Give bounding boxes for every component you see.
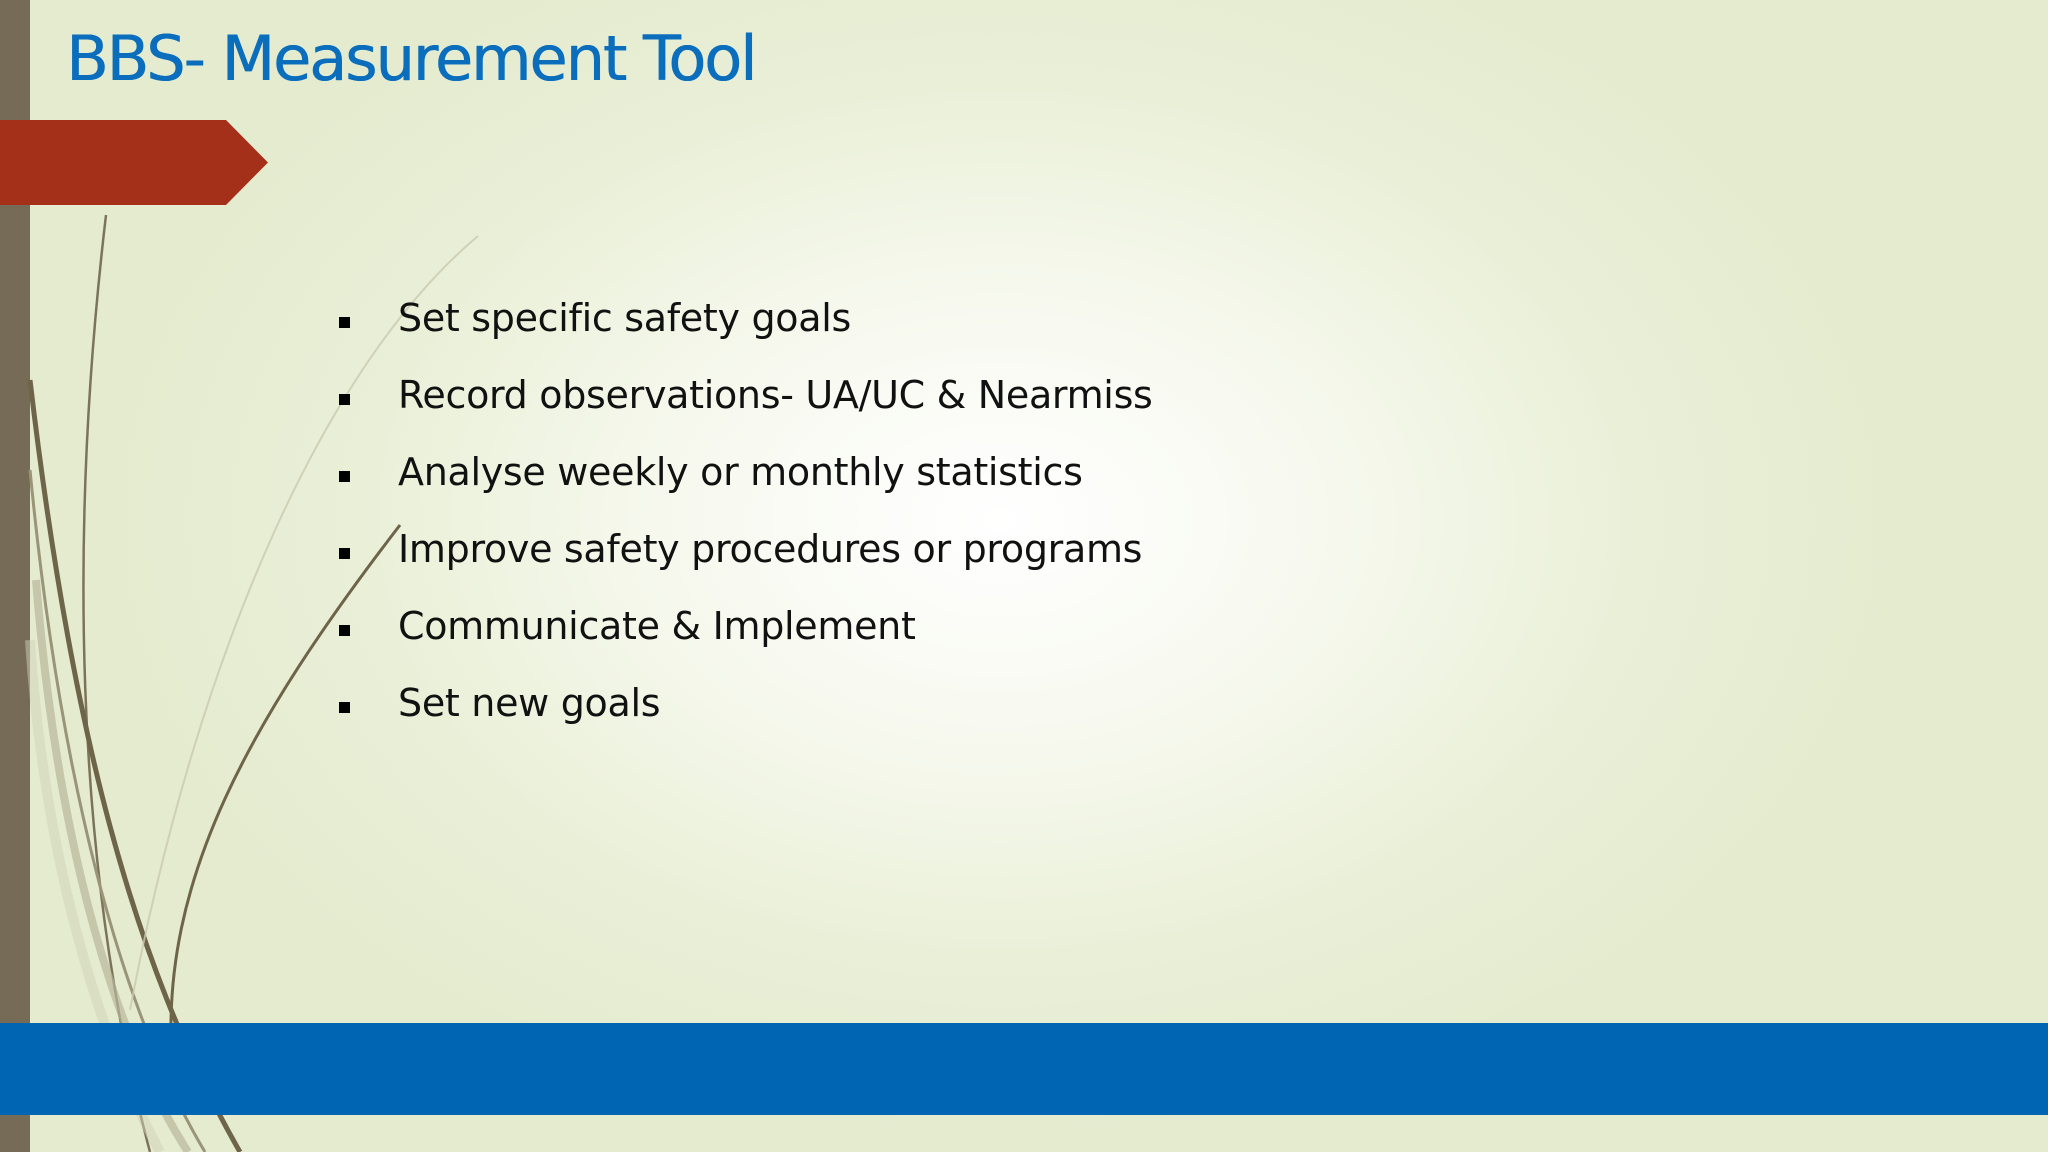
bottom-blue-band — [0, 1023, 2048, 1115]
square-bullet-icon — [339, 471, 350, 482]
bullet-text: Set specific safety goals — [398, 296, 851, 340]
square-bullet-icon — [339, 548, 350, 559]
bullet-text: Improve safety procedures or programs — [398, 527, 1143, 571]
red-arrow-accent — [0, 120, 268, 205]
bullet-text: Record observations- UA/UC & Nearmiss — [398, 373, 1153, 417]
square-bullet-icon — [339, 625, 350, 636]
bullet-text: Set new goals — [398, 681, 661, 725]
bullet-text: Analyse weekly or monthly statistics — [398, 450, 1083, 494]
square-bullet-icon — [339, 317, 350, 328]
bullet-text: Communicate & Implement — [398, 604, 916, 648]
square-bullet-icon — [339, 394, 350, 405]
slide-title: BBS- Measurement Tool — [66, 22, 756, 95]
square-bullet-icon — [339, 702, 350, 713]
